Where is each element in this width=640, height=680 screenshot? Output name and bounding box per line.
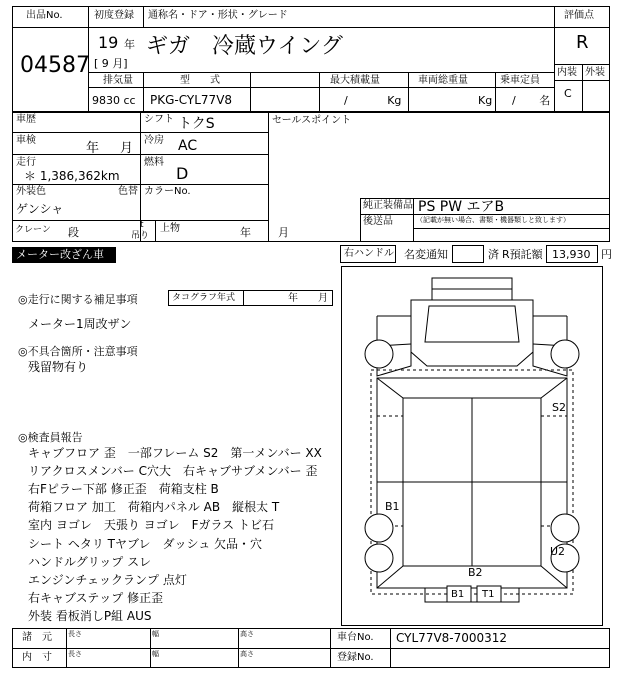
eval-score: R — [576, 32, 589, 53]
recycle-unit: 円 — [601, 248, 612, 261]
model-code: PKG-CYL77V8 — [150, 93, 233, 107]
crane-hook: 吊り — [131, 231, 150, 241]
reg-month: [ 9 月] — [94, 57, 128, 70]
damage-code-u2: U2 — [550, 545, 566, 558]
recycle-amount: 13,930 — [552, 248, 591, 261]
rename-label: 名変通知 — [404, 248, 448, 261]
rear-box-b1: B1 — [451, 589, 465, 600]
cap-unit: / 名 — [512, 94, 551, 107]
dims-label: 諸 元 — [22, 632, 52, 643]
chassis-label: 車台No. — [337, 632, 374, 643]
meter-tampered-badge: メーター改ざん車 — [12, 247, 116, 263]
load-unit: / Kg — [344, 94, 402, 107]
width-label: 幅 — [152, 630, 159, 638]
color-value: ゲンシャ — [16, 202, 64, 216]
car-label: 通称名・ドア・形状・グレード — [148, 10, 288, 21]
car-name: ギガ 冷蔵ウイング — [146, 34, 343, 59]
color-label: 外装色 — [16, 186, 46, 197]
damage-code-s2: S2 — [552, 401, 566, 414]
interior-grade: C — [564, 87, 572, 100]
recycle-label: R預託額 — [502, 248, 543, 261]
tacho-month: 月 — [318, 293, 328, 304]
model-label: 型 式 — [180, 75, 220, 86]
reg-number-label: 登録No. — [337, 652, 374, 663]
rhd-label: 右ハンドル — [344, 248, 394, 259]
after-items-label: 後送品 — [363, 216, 393, 227]
inner-width-label: 幅 — [152, 650, 159, 658]
load-label: 最大積載量 — [330, 75, 380, 86]
inspector-line: リアクロスメンバー C穴大 右キャブサブメンバー 歪 — [28, 464, 318, 478]
rear-box-t1: T1 — [482, 589, 495, 600]
run-note: メーター1周改ザン — [28, 317, 132, 331]
equipment-label: 純正装備品 — [363, 200, 413, 211]
inner-dims-label: 内 寸 — [22, 652, 52, 663]
ac-value: AC — [178, 138, 198, 154]
cap-label: 乗車定員 — [500, 75, 540, 86]
damage-code-b2: B2 — [468, 566, 483, 579]
crane-label: クレーン — [15, 225, 51, 235]
length-label: 長さ — [68, 630, 82, 638]
mileage-label: 走行 — [16, 157, 36, 168]
lift-label: 上物 — [160, 223, 180, 234]
fuel-value: D — [176, 164, 189, 183]
shift-label: シフト — [144, 114, 174, 125]
defect-note: 残留物有り — [28, 360, 89, 374]
after-items-note: （記載が無い場合、書類・機器類しと致します） — [416, 216, 570, 224]
gvw-label: 車両総重量 — [418, 75, 468, 86]
lot-label: 出品No. — [26, 10, 63, 21]
inspection-month: 月 — [120, 141, 134, 156]
equipment-value: PS PW エアB — [418, 199, 505, 215]
inspector-line: 外装 看板消しP組 AUS — [28, 609, 152, 623]
tacho-label: タコグラフ年式 — [172, 293, 236, 303]
reg-label: 初度登録 — [94, 10, 134, 21]
damage-code-b1: B1 — [385, 500, 400, 513]
ac-label: 冷房 — [144, 135, 164, 146]
run-heading: ◎走行に関する補足事項 — [18, 293, 138, 306]
chassis-number: CYL77V8-7000312 — [396, 631, 508, 645]
lift-year: 年 — [240, 226, 251, 239]
inspector-line: 荷箱フロア 加工 荷箱内パネル AB 縦根太 T — [28, 500, 280, 514]
inspector-line: エンジンチェックランプ 点灯 — [28, 573, 187, 587]
displacement: 9830 cc — [92, 94, 136, 107]
interior-label: 内装 — [557, 67, 577, 78]
inspector-line: 右Fピラー下部 修正歪 荷箱支柱 B — [28, 482, 219, 496]
fuel-label: 燃料 — [144, 157, 164, 168]
gvw-unit: Kg — [478, 94, 493, 107]
inspection-year: 年 — [86, 141, 100, 156]
inspector-line: シート ヘタリ Tヤブレ ダッシュ 欠品・穴 — [28, 537, 263, 551]
inspector-line: ハンドルグリップ スレ — [28, 555, 152, 569]
inspector-heading: ◎検査員報告 — [18, 431, 83, 444]
inspection-label: 車検 — [16, 135, 36, 146]
shift-value: トクS — [178, 116, 215, 132]
crane-ton: t — [140, 220, 144, 230]
defect-heading: ◎不具合箇所・注意事項 — [18, 345, 138, 358]
lot-number: 04587 — [20, 53, 90, 78]
rename-box — [452, 245, 484, 263]
mileage-value: ＊ 1,386,362km — [24, 169, 120, 183]
reg-year-unit: 年 — [124, 38, 135, 51]
crane-stage: 段 — [68, 226, 79, 239]
tacho-year: 年 — [288, 293, 298, 304]
inspector-line: キャブフロア 歪 一部フレーム S2 第一メンバー XX — [28, 446, 322, 460]
eval-label: 評価点 — [564, 10, 594, 21]
sales-point-label: セールスポイント — [272, 115, 352, 126]
disp-label: 排気量 — [103, 75, 133, 86]
height-label: 高さ — [240, 630, 254, 638]
inspector-line: 室内 ヨゴレ 天張り ヨゴレ Fガラス トビ石 — [28, 518, 274, 532]
color-code-label: カラーNo. — [144, 186, 191, 197]
exterior-label: 外装 — [585, 67, 605, 78]
history-label: 車歴 — [16, 114, 36, 125]
inspector-line: 右キャブステップ 修正歪 — [28, 591, 164, 605]
reg-year: 19 — [98, 33, 119, 52]
recycle-tax-mark: 済 — [488, 248, 499, 261]
inner-length-label: 長さ — [68, 650, 82, 658]
color-change-label: 色替 — [118, 186, 138, 197]
lift-month: 月 — [278, 226, 289, 239]
inner-height-label: 高さ — [240, 650, 254, 658]
